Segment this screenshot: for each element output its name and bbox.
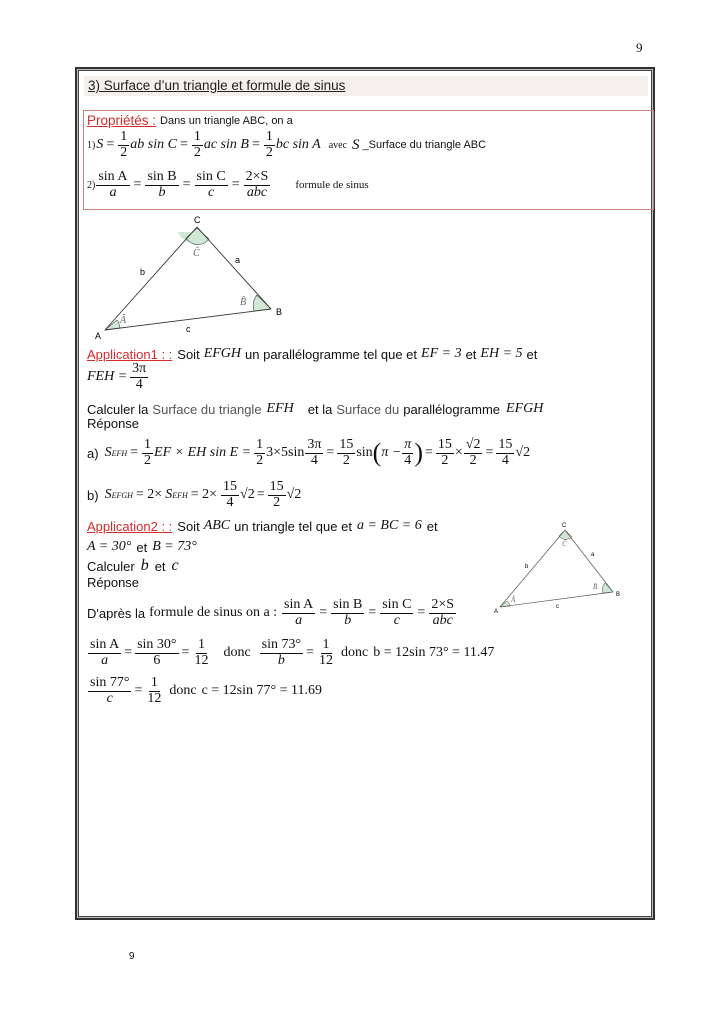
side-b-label: b [140, 267, 146, 277]
side-b [105, 227, 197, 330]
c-result: c = 12sin 77° = 11.69 [201, 683, 322, 699]
EH-eq [480, 346, 522, 362]
eq: = [130, 445, 139, 461]
fraction [88, 638, 121, 668]
section-title: 3) Surface d’un triangle et formule de sinus [88, 78, 346, 93]
answer-a [87, 438, 530, 468]
num: 1 [265, 129, 273, 144]
var-EFH: EFH [266, 401, 294, 416]
page-number-bottom: 9 [129, 951, 135, 962]
num: 3π [132, 361, 147, 376]
text: Soit [177, 518, 200, 534]
formula2-area [87, 170, 369, 200]
num: sin A [98, 169, 128, 184]
application2-angles [87, 539, 197, 555]
sine-rule-line [87, 598, 457, 628]
fraction [331, 598, 364, 628]
den: b [277, 652, 285, 668]
fraction-sinA-a [96, 170, 129, 200]
text: donc [169, 683, 197, 699]
page-number-top: 9 [636, 40, 643, 55]
var-ABC: ABC [203, 518, 231, 533]
text: π − [381, 445, 402, 461]
den: a [109, 184, 117, 200]
num: sin B [147, 169, 177, 184]
paren-close: ) [414, 438, 423, 468]
eq: = [106, 137, 115, 153]
fraction [337, 438, 355, 468]
vertex-A: A [95, 331, 102, 341]
vertex-A: A [494, 609, 499, 615]
eq: = [319, 605, 328, 621]
eq: = [231, 177, 240, 193]
eq: = [124, 645, 133, 661]
angle-A-label: Â [511, 596, 516, 604]
angle-B-label: B̂ [593, 583, 598, 591]
vertex-B: B [276, 307, 283, 317]
label: b) [87, 487, 99, 503]
formula1-S: S [96, 137, 104, 153]
text: et [426, 518, 438, 534]
num: 2×S [431, 597, 455, 612]
fraction-sinB-b [145, 170, 178, 200]
fraction [268, 480, 286, 510]
term3: bc sin A [275, 137, 321, 153]
num: 1 [144, 437, 152, 452]
application1-label: Application1 : : [87, 346, 173, 362]
application2-label: Application2 : : [87, 518, 173, 534]
den: 2 [469, 452, 477, 468]
fraction [145, 676, 163, 706]
application1-task [87, 401, 543, 417]
angle-B-label: B̂ [240, 297, 247, 308]
num: 1 [322, 637, 330, 652]
var-b: b [140, 557, 149, 574]
triangle-diagram-2 [480, 518, 630, 618]
formula2-prefix: 2) [87, 179, 96, 191]
num: sin 77° [90, 675, 130, 690]
num: 15 [339, 437, 354, 452]
text: et [136, 539, 148, 555]
text: Surface du [336, 401, 400, 417]
eq: = [181, 645, 190, 661]
num: 1 [150, 675, 158, 690]
text: et [526, 346, 538, 362]
den: 12 [147, 690, 162, 706]
eq: = [182, 177, 191, 193]
angle-B-arc [253, 295, 271, 311]
num: 15 [498, 437, 513, 452]
side-a [197, 227, 271, 309]
den: a [295, 612, 303, 628]
properties-header [87, 113, 293, 128]
den: abc [246, 184, 268, 200]
application2-task [87, 557, 179, 575]
subscript: EFH [111, 448, 128, 458]
den: 4 [310, 452, 318, 468]
S-var: S [352, 136, 360, 153]
fraction [436, 438, 454, 468]
num: 3π [307, 437, 322, 452]
fraction [282, 598, 315, 628]
eq: = [485, 445, 494, 461]
den: 2 [265, 144, 273, 160]
paren-open: ( [372, 438, 382, 468]
term2: ac sin B [203, 137, 249, 153]
text: et [154, 558, 166, 574]
den: c [393, 612, 400, 628]
S: S [165, 487, 173, 503]
fraction [221, 480, 239, 510]
eq: = [133, 177, 142, 193]
fraction [402, 438, 413, 468]
A-value: A = 30° [87, 539, 132, 554]
reponse-1: Réponse [87, 416, 140, 431]
side-a-label: a [591, 552, 595, 558]
text: et la [307, 401, 333, 417]
fraction-half [192, 130, 203, 160]
times: × [454, 445, 463, 461]
triangle-diagram-1 [80, 210, 300, 345]
den: 2 [120, 144, 128, 160]
side-a [565, 530, 613, 592]
var-c: c [171, 557, 179, 574]
answer-b [87, 480, 301, 510]
den: 4 [501, 452, 509, 468]
EF-value: EF = 3 [421, 346, 462, 361]
side-a-label: a [235, 255, 241, 265]
text: donc [341, 645, 369, 661]
S: S [104, 445, 112, 461]
text: parallélogramme [403, 401, 501, 417]
text: D'après la [87, 605, 146, 621]
text: Surface du triangle [152, 401, 262, 417]
surface-text: _Surface du triangle ABC [362, 139, 487, 152]
den: 12 [319, 652, 333, 668]
side-b-label: b [525, 564, 529, 570]
text: = 2× [135, 487, 163, 503]
num: sin C [196, 169, 226, 184]
b-result: b = 12sin 73° = 11.47 [373, 645, 495, 661]
eq: = [368, 605, 377, 621]
var-EFGH: EFGH [506, 401, 544, 416]
solution-line-c [87, 676, 322, 706]
den: 2 [144, 452, 152, 468]
sine-rule-formula [281, 598, 457, 628]
den: c [106, 690, 113, 706]
fraction [496, 438, 514, 468]
text: 3×5sin [266, 445, 305, 461]
text: sin [356, 445, 373, 461]
fraction-half [118, 130, 129, 160]
fraction [429, 598, 456, 628]
eq: = [256, 487, 265, 503]
label: a) [87, 445, 99, 461]
den: b [344, 612, 352, 628]
EF-eq [421, 346, 462, 362]
formula-area [87, 130, 486, 160]
application2-header [87, 518, 438, 534]
text: un triangle tel que et [234, 518, 352, 534]
text: donc [223, 645, 251, 661]
vertex-B: B [616, 592, 621, 598]
application1-header [87, 346, 537, 362]
fraction [380, 598, 413, 628]
den: 4 [404, 452, 412, 468]
den: b [158, 184, 166, 200]
angle-C-label: Ĉ [193, 248, 200, 259]
den: 2 [342, 452, 350, 468]
num: 1 [197, 637, 205, 652]
text: un parallélogramme tel que et [245, 346, 418, 362]
num: sin 73° [261, 637, 302, 652]
a-value: a = BC = 6 [356, 518, 422, 533]
side-c-label: c [556, 604, 559, 610]
vertex-C: C [562, 523, 567, 529]
properties-label: Propriétés : [87, 113, 157, 128]
solution-line-b [87, 638, 494, 668]
angle-C-label: Ĉ [562, 540, 567, 548]
text: et [465, 346, 477, 362]
eq: = [326, 445, 335, 461]
num: sin A [90, 637, 120, 652]
EH-value: EH = 5 [480, 346, 523, 361]
text: EF × EH sin E = [154, 445, 252, 461]
den: 2 [273, 494, 281, 510]
fraction [192, 638, 210, 668]
num: π [404, 437, 412, 452]
eq: = [134, 683, 143, 699]
num: 1 [120, 129, 128, 144]
num: 15 [223, 479, 238, 494]
text: formule de sinus on a : [149, 605, 278, 621]
den: 2 [256, 452, 264, 468]
den: 4 [135, 376, 143, 392]
text: = 2× [190, 487, 218, 503]
subscript: EFGH [111, 490, 133, 500]
vertex-C: C [194, 215, 201, 225]
den: 2 [441, 452, 449, 468]
text: Calculer la [87, 401, 149, 417]
subscript: EFH [172, 490, 188, 500]
eq: = [306, 645, 314, 661]
sqrt: √2 [515, 445, 531, 461]
fraction-sinC-c [195, 170, 228, 200]
den: 12 [194, 652, 209, 668]
den: 4 [226, 494, 234, 510]
den: a [101, 652, 109, 668]
angle-B-arc [602, 583, 613, 593]
fraction [130, 362, 148, 392]
side-b [500, 530, 565, 607]
sqrt: √2 [286, 487, 302, 503]
den: c [208, 184, 215, 200]
fraction [142, 438, 153, 468]
FEH-label: FEH = [87, 369, 128, 385]
num: 15 [269, 479, 284, 494]
angle-A-label: Â [120, 315, 127, 326]
properties-intro: Dans un triangle ABC, on a [160, 114, 293, 127]
text: Soit [177, 346, 200, 362]
eq: = [424, 445, 433, 461]
den: 6 [153, 652, 161, 668]
num: 2×S [245, 169, 269, 184]
B-value: B = 73° [152, 539, 197, 554]
num: sin 30° [137, 637, 177, 652]
eq: = [417, 605, 426, 621]
num: 15 [437, 437, 452, 452]
fraction [260, 638, 303, 668]
avec-text: avec [328, 139, 348, 151]
num: 1 [256, 437, 264, 452]
sqrt: √2 [240, 487, 255, 503]
eq: = [251, 137, 260, 153]
text: Calculer [87, 558, 135, 574]
term1: ab sin C [130, 137, 177, 153]
fraction [88, 676, 131, 706]
reponse-2: Réponse [87, 575, 140, 590]
side-c-label: c [186, 324, 191, 334]
fraction-2S-abc [244, 170, 271, 200]
S: S [104, 487, 112, 503]
fraction [317, 638, 335, 668]
FEH-angle [87, 362, 149, 392]
fraction [254, 438, 265, 468]
fraction [135, 638, 178, 668]
formula1-prefix: 1) [87, 139, 96, 151]
num: sin B [333, 597, 363, 612]
num: sin C [382, 597, 412, 612]
num: √2 [465, 437, 481, 452]
num: 1 [193, 129, 201, 144]
eq: = [179, 137, 188, 153]
num: sin A [284, 597, 314, 612]
formule-label: formule de sinus [295, 179, 369, 192]
fraction [305, 438, 323, 468]
den: abc [432, 612, 453, 628]
fraction [464, 438, 483, 468]
den: 2 [193, 144, 201, 160]
var-EFGH: EFGH [203, 346, 242, 361]
fraction-half [264, 130, 275, 160]
